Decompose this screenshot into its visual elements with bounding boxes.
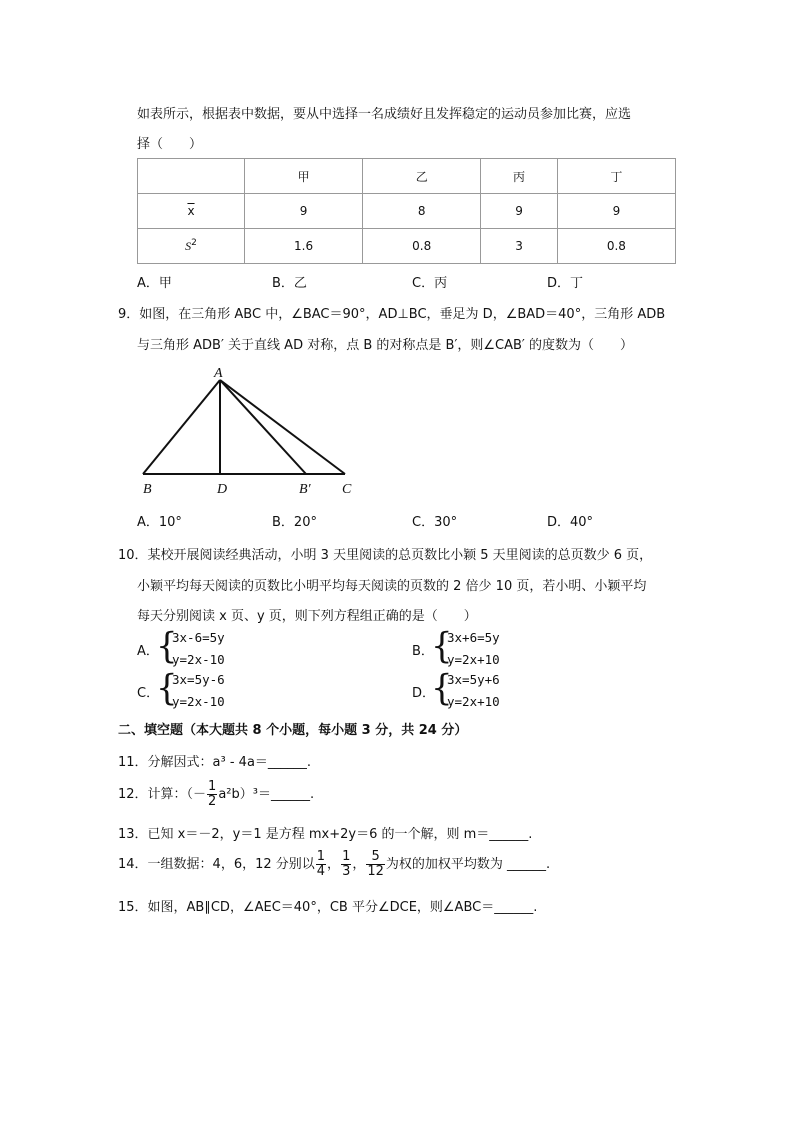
q10-option-d-system xyxy=(447,669,500,713)
table-cell: 1.6 xyxy=(245,229,363,264)
q14: 14．一组数据：4，6，12 分别以 $\frac{1}{4}$ ， $\frac{1}{3}$ ， $\frac{5}{12}$ 为权的加权平均数为 ______. xyxy=(118,849,551,879)
fraction-numerator: 1 xyxy=(208,779,217,794)
equation: y=2x+10 xyxy=(447,652,500,667)
fraction xyxy=(207,780,217,809)
q10-line2: 小颖平均每天阅读的页数比小明平均每天阅读的页数的 2 倍少 10 页，若小明、小颖平均 xyxy=(137,579,647,594)
fraction-denominator: 12 xyxy=(367,864,384,879)
table-header-cell: 丙 xyxy=(481,159,558,194)
fraction-denominator: 3 xyxy=(342,864,351,879)
q8-option-d: D．丁 xyxy=(547,276,584,291)
label-a: A xyxy=(214,366,223,381)
table-cell: 3 xyxy=(481,229,558,264)
table-header-cell: 乙 xyxy=(363,159,481,194)
q10-option-c-label: C． xyxy=(137,686,160,701)
label-c: C xyxy=(342,482,352,497)
q10-option-b-system xyxy=(447,627,500,671)
triangle-figure xyxy=(130,362,370,500)
brace-icon: { xyxy=(431,625,453,667)
q10-line1: 10．某校开展阅读经典活动，小明 3 天里阅读的总页数比小颖 5 天里阅读的总页数少 6 页， xyxy=(118,548,653,563)
q9-line2: 与三角形 ADB′ 关于直线 AD 对称，点 B 的对称点是 B′，则∠CAB′ 的度数为（ ） xyxy=(137,338,634,353)
q9-option-a: A．10° xyxy=(137,515,182,530)
label-d: D xyxy=(217,482,228,497)
equation: 3x=5y-6 xyxy=(172,672,225,687)
equation: 3x=5y+6 xyxy=(447,672,500,687)
fraction-numerator: 1 xyxy=(316,849,326,864)
fraction-numerator: 1 xyxy=(342,849,351,864)
q9-option-d: D．40° xyxy=(547,515,594,530)
q15: 15．如图，AB∥CD，∠AEC＝40°，CB 平分∠DCE，则∠ABC＝______. xyxy=(118,900,538,915)
label-b-prime: B′ xyxy=(299,482,311,497)
label-b: B xyxy=(143,482,152,497)
q8-option-c: C．丙 xyxy=(412,276,448,291)
table-cell: 0.8 xyxy=(363,229,481,264)
fraction-numerator: 5 xyxy=(366,850,385,865)
fraction xyxy=(316,850,326,879)
q12 xyxy=(118,780,314,809)
equation: 3x+6=5y xyxy=(447,630,500,645)
stats-table xyxy=(137,158,676,264)
table-header-cell: 甲 xyxy=(245,159,363,194)
q9-option-c: C．30° xyxy=(412,515,458,530)
q8-line1: 如表所示，根据表中数据，要从中选择一名成绩好且发挥稳定的运动员参加比赛，应选 xyxy=(137,107,632,122)
table-row-label xyxy=(138,229,245,264)
q8-line2: 择（ ） xyxy=(137,137,203,152)
q10-option-d-label: D． xyxy=(412,686,436,701)
table-row xyxy=(138,194,676,229)
q10-line3: 每天分别阅读 x 页、y 页，则下列方程组正确的是（ ） xyxy=(137,609,477,624)
table-cell: 8 xyxy=(363,194,481,229)
line-ac xyxy=(220,380,345,474)
equation: y=2x+10 xyxy=(447,694,500,709)
q14-prefix: 14．一组数据：4，6，12 分别以 xyxy=(118,857,315,872)
equation: y=2x-10 xyxy=(172,652,225,667)
q10-option-b-label: B． xyxy=(412,644,434,659)
table-header-row xyxy=(138,159,676,194)
q9-line1: 9．如图，在三角形 ABC 中，∠BAC＝90°，AD⊥BC，垂足为 D，∠BAD＝40°，三角形 ADB xyxy=(118,307,666,322)
table-header-cell: 丁 xyxy=(557,159,675,194)
line-ab-prime xyxy=(220,380,306,474)
table-header-cell xyxy=(138,159,245,194)
q12-suffix: a²b）³＝______. xyxy=(218,787,315,802)
q14-suffix: 为权的加权平均数为 ______. xyxy=(385,857,551,872)
q13: 13．已知 x＝－2，y＝1 是方程 mx+2y＝6 的一个解，则 m＝______. xyxy=(118,827,533,842)
q9-option-b: B．20° xyxy=(272,515,317,530)
equation: 3x-6=5y xyxy=(172,630,225,645)
fraction-denominator: 2 xyxy=(208,794,217,809)
fraction-denominator: 4 xyxy=(316,864,326,879)
table-row xyxy=(138,229,676,264)
table-cell: 9 xyxy=(557,194,675,229)
brace-icon: { xyxy=(431,667,453,709)
fraction xyxy=(341,850,351,879)
variance-exponent: 2 xyxy=(191,238,197,248)
table-cell: 9 xyxy=(481,194,558,229)
q10-option-c-system xyxy=(172,669,225,713)
brace-icon: { xyxy=(156,625,178,667)
mean-symbol: $\overline{x}$ xyxy=(187,204,195,218)
section-heading: 二、填空题（本大题共 8 个小题，每小题 3 分，共 24 分） xyxy=(118,723,468,738)
q10-option-a-system xyxy=(172,627,225,671)
equation: y=2x-10 xyxy=(172,694,225,709)
line-ab xyxy=(143,380,220,474)
variance-symbol: S xyxy=(185,239,192,253)
table-row-label xyxy=(138,194,245,229)
fraction xyxy=(366,850,385,879)
table-cell: 9 xyxy=(245,194,363,229)
brace-icon: { xyxy=(156,667,178,709)
table-cell: 0.8 xyxy=(557,229,675,264)
q12-prefix: 12．计算：（－ xyxy=(118,787,207,802)
q11: 11．分解因式：a³ - 4a＝______. xyxy=(118,755,312,770)
q8-option-a: A．甲 xyxy=(137,276,172,291)
q10-option-a-label: A． xyxy=(137,644,159,659)
q8-option-b: B．乙 xyxy=(272,276,307,291)
